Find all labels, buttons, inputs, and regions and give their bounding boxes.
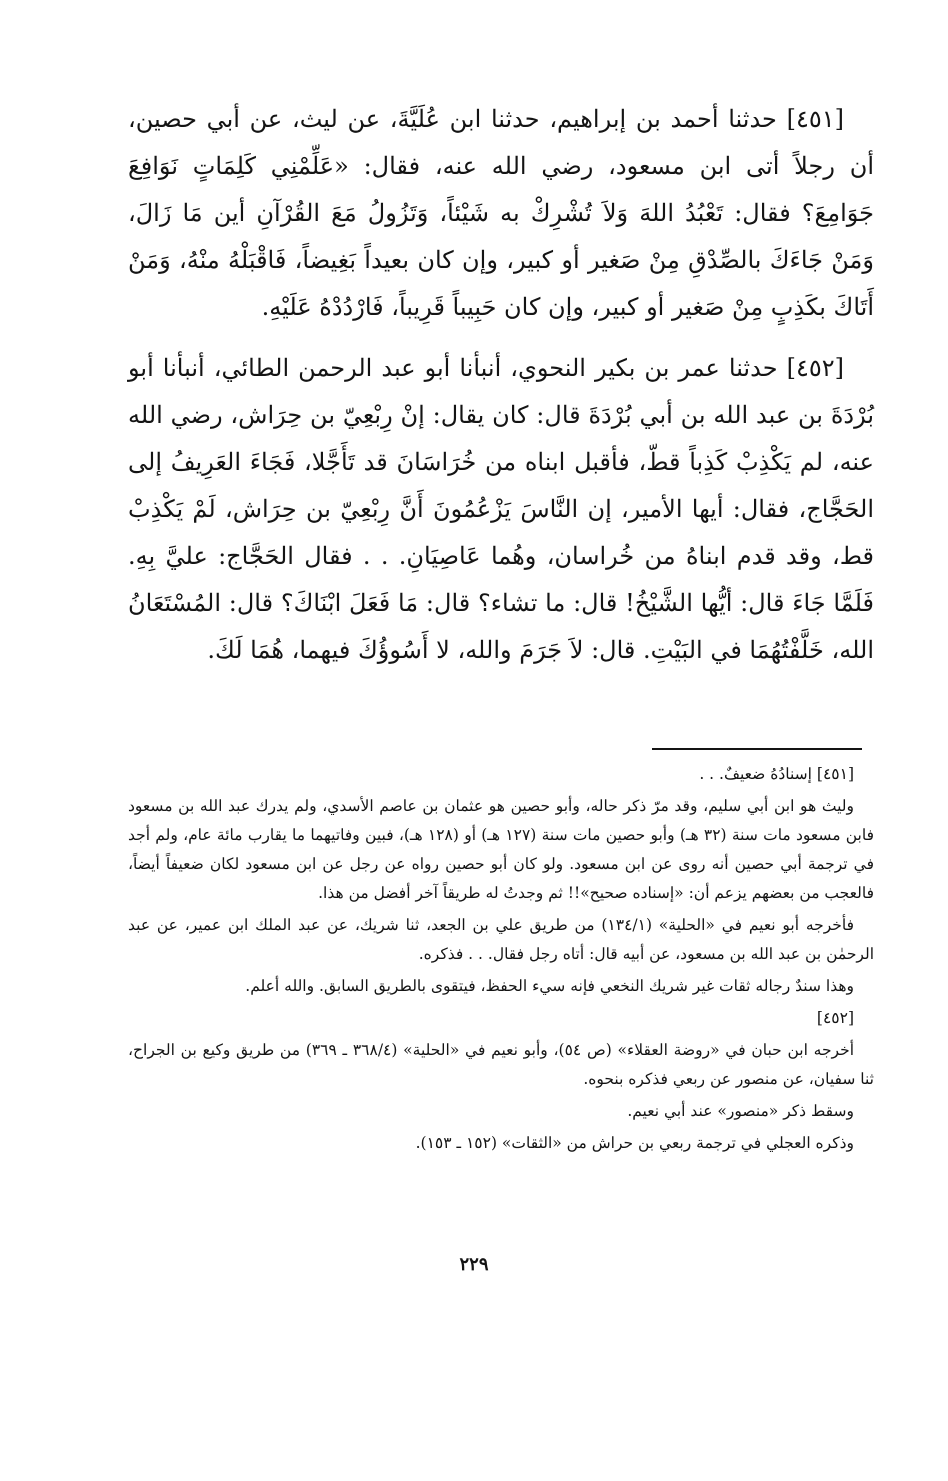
footnote-451-para: وليث هو ابن أبي سليم، وقد مرّ ذكر حاله، وأبو حصين هو عثمان بن عاصم الأسدي، ولم يدرك عبد الله بن مسعود فابن مسعود مات سنة (٣٢ هـ) وأبو حصين مات سنة (١٢٧ هـ) أو (١٢٨ هـ)، فبين وفاتيهما ما يقارب مائة عام، ولم أجد في ترجمة أبي حصين أنه روى عن ابن مسعود. ولو كان أبو حصين رواه عن رجل عن ابن مسعود لكان ضعيفاً أيضاً، فالعجب من بعضهم يزعم أن: «إسناده صحيح»!! ثم وجدتُ له طريقاً آخر أفضل من هذا. (128, 797, 875, 902)
footnote-452-para: وذكره العجلي في ترجمة ربعي بن حراش من «الثقات» (١٥٢ ـ ١٥٣). (415, 1134, 854, 1152)
footnotes (128, 760, 874, 1161)
hadith-451: [٤٥١] حدثنا أحمد بن إبراهيم، حدثنا ابن عُلَيَّةَ، عن ليث، عن أبي حصين، أن رجلاً أتى ابن مسعود، رضي الله عنه، فقال: «عَلِّمْنِي كَلِمَاتٍ نَوَافِعَ جَوَامِعَ؟ فقال: تَعْبُدُ اللهَ وَلاَ تُشْرِكْ به شَيْئاً، وَتَزُولُ مَعَ القُرْآنِ أين مَا زَالَ، وَمَنْ جَاءَكَ بالصِّدْقِ مِنْ صَغير أو كبير، وإن كان بعيداً بَغِيضاً، فَاقْبَلْهُ منْهُ، وَمَنْ أَتَاكَ بكَذِبٍ مِنْ صَغير أو كبير، وإن كان حَبِيباً قَرِيباً، فَارْدُدْهُ عَلَيْهِ. (128, 105, 874, 321)
page-number: ٢٢٩ (459, 1254, 489, 1275)
footnote-452-para: أخرجه ابن حبان في «روضة العقلاء» (ص ٥٤)، وأبو نعيم في «الحلية» (٣٦٨/٤ ـ ٣٦٩) من طريق وكيع بن الجراح، ثنا سفيان، عن منصور عن ربعي فذكره بنحوه. (128, 1041, 874, 1088)
footnote-452-para: وسقط ذكر «منصور» عند أبي نعيم. (627, 1102, 854, 1120)
footnote-451-para: فأخرجه أبو نعيم في «الحلية» (١٣٤/١) من طريق علي بن الجعد، ثنا شريك، عن عبد الملك ابن عمير، عن عبد الرحمٰن بن عبد الله بن مسعود، عن أبيه قال: أتاه رجل فقال. . . فذكره. (128, 916, 874, 963)
footnote-451-para: وهذا سندٌ رجاله ثقات غير شريك النخعي فإنه سيء الحفظ، فيتقوى بالطريق السابق. والله أعلم. (245, 977, 854, 995)
hadith-452: [٤٥٢] حدثنا عمر بن بكير النحوي، أنبأنا أبو عبد الرحمن الطائي، أنبأنا أبو بُرْدَةَ بن عبد الله بن أبي بُرْدَةَ قال: كان يقال: إنْ رِبْعِيّ بن حِرَاش، رضي الله عنه، لم يَكْذِبْ كَذِباً قطّ، فأقبل ابناه من خُرَاسَانَ قد تَأَجَّلا، فَجَاءَ العَرِيفُ إلى الحَجَّاج، فقال: أيها الأمير، إن النَّاسَ يَزْعُمُونَ أَنَّ رِبْعِيّ بن حِرَاش، لَمْ يَكْذِبْ قط، وقد قدم ابناهُ من خُراسان، وهُما عَاصِيَانِ. . . فقال الحَجَّاج: عليَّ بِهِ. فَلَمَّا جَاءَ قال: أيُّها الشَّيْخُ! قال: ما تشاء؟ قال: مَا فَعَلَ ابْنَاكَ؟ قال: المُسْتَعَانُ الله، خَلَّفْتُهُمَا في البَيْتِ. قال: لاَ جَرَمَ والله، لا أَسُوؤُكَ فيهما، هُمَا لَكَ. (128, 354, 874, 664)
main-text (128, 96, 874, 688)
footnote-452-heading: [٤٥٢] (816, 1009, 854, 1027)
footnote-separator (652, 748, 862, 750)
footnote-451-heading: [٤٥١] إسنادُهُ ضعيفٌ. . . (699, 765, 854, 783)
